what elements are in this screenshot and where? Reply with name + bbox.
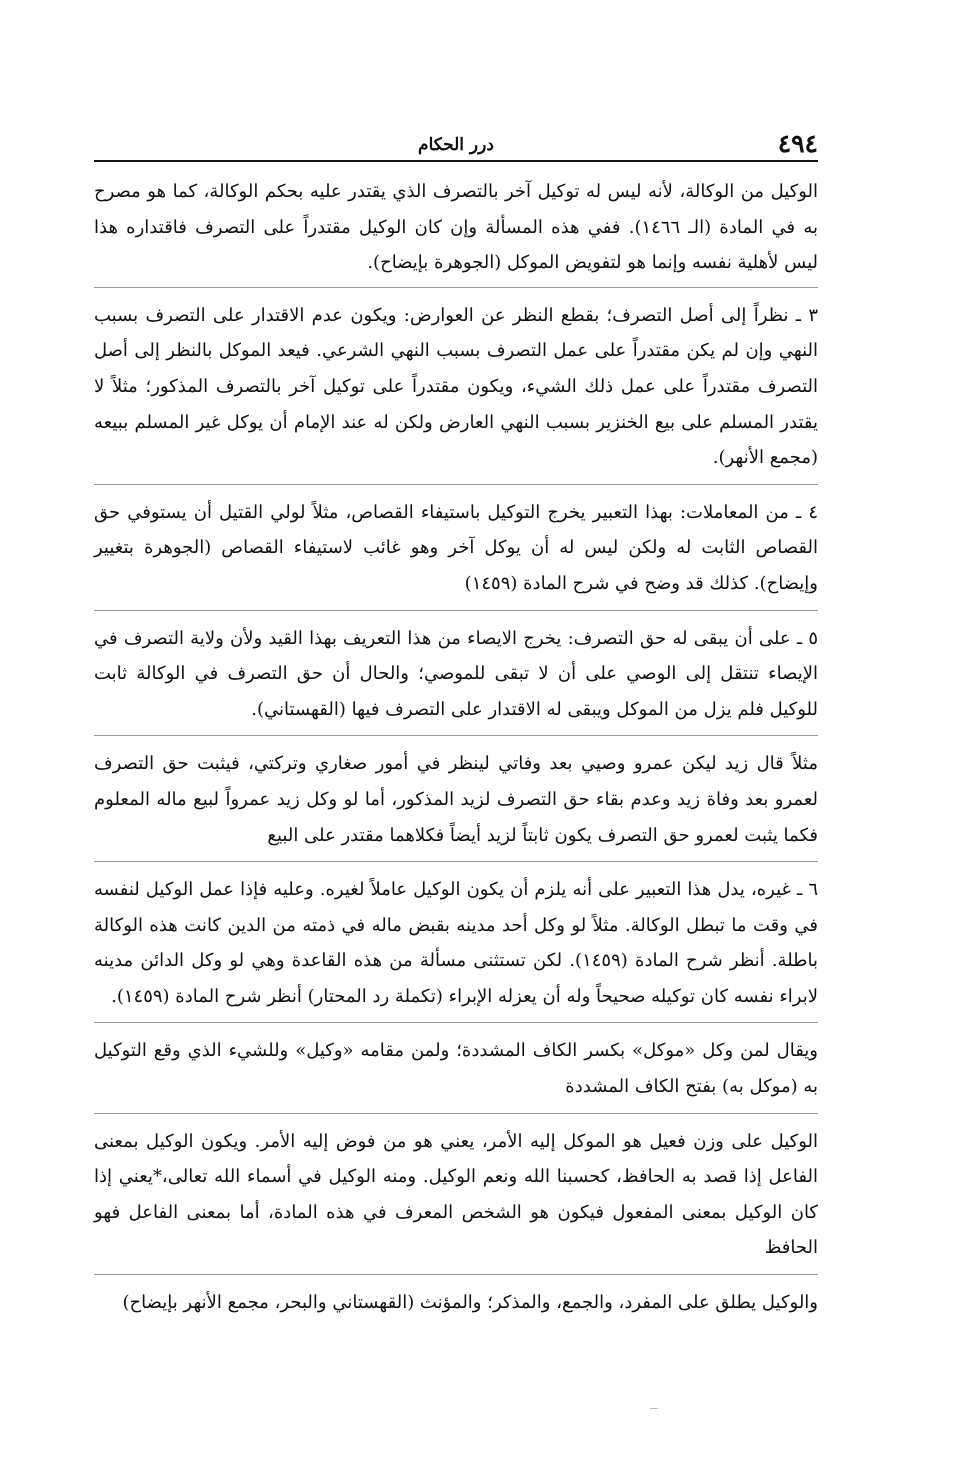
paragraph: ٣ ـ نظراً إلى أصل التصرف؛ بقطع النظر عن العوارض: ويكون عدم الاقتدار على التصرف بسبب النهي وإن لم يكن مقتدراً على عمل التصرف بسبب النهي الشرعي. فيعد الموكل بالنظر إلى أصل التصرف مقتدراً على عمل ذلك الشيء، ويكون مقتدراً على توكيل آخر بالتصرف المذكور؛ مثلاً لا يقتدر المسلم على بيع الخنزير بسبب النهي العارض ولكن له عند الإمام أن يوكل غير المسلم ببيعه (مجمع الأنهر). [94, 298, 818, 485]
page-header [94, 130, 818, 162]
book-title: درر الحكام [418, 135, 494, 155]
scan-mark [650, 1408, 658, 1409]
paragraph: مثلاً قال زيد ليكن عمرو وصيي بعد وفاتي لينظر في أمور صغاري وتركتي، فيثبت حق التصرف لعمرو بعد وفاة زيد وعدم بقاء حق التصرف لزيد المذكور، أما لو وكل زيد عمرواً لبيع ماله المعلوم فكما يثبت لعمرو حق التصرف يكون ثابتاً لزيد أيضاً فكلاهما مقتدر على البيع [94, 746, 818, 862]
paragraph: الوكيل من الوكالة، لأنه ليس له توكيل آخر بالتصرف الذي يقتدر عليه بحكم الوكالة، كما هو مصرح به في المادة (الـ ١٤٦٦). ففي هذه المسألة وإن كان الوكيل مقتدراً على التصرف فاقتداره هذا ليس لأهلية نفسه وإنما هو لتفويض الموكل (الجوهرة بإيضاح). [94, 174, 818, 288]
paragraph: ٥ ـ على أن يبقى له حق التصرف: يخرج الايصاء من هذا التعريف بهذا القيد ولأن ولاية التصرف في الإيصاء تنتقل إلى الوصي على أن لا تبقى للموصي؛ والحال أن حق التصرف في الوكالة ثابت للوكيل فلم يزل من الموكل ويبقى له الاقتدار على التصرف فيها (القهستاني). [94, 621, 818, 737]
document-page [94, 130, 818, 1339]
page-number: ٤٩٤ [777, 129, 818, 158]
paragraph: والوكيل يطلق على المفرد، والجمع، والمذكر؛ والمؤنث (القهستاني والبحر، مجمع الأنهر بإيضاح) [122, 1292, 818, 1314]
body-text [94, 174, 818, 1329]
paragraph: ٤ ـ من المعاملات: بهذا التعبير يخرج التوكيل باستيفاء القصاص، مثلاً لولي القتيل أن يستوفي حق القصاص الثابت له ولكن ليس له أن يوكل آخر وهو غائب لاستيفاء القصاص (الجوهرة بتغيير وإيضاح). كذلك قد وضح في شرح المادة (١٤٥٩) [94, 495, 818, 611]
paragraph: الوكيل على وزن فعيل هو الموكل إليه الأمر، يعني هو من فوض إليه الأمر. ويكون الوكيل بمعنى الفاعل إذا قصد به الحافظ، كحسبنا الله ونعم الوكيل. ومنه الوكيل في أسماء الله تعالى،*يعني إذا كان الوكيل بمعنى المفعول فيكون هو الشخص المعرف في هذه المادة، أما بمعنى الفاعل فهو الحافظ [94, 1124, 818, 1275]
paragraph: ٦ ـ غيره، يدل هذا التعبير على أنه يلزم أن يكون الوكيل عاملاً لغيره. وعليه فإذا عمل الوكيل لنفسه في وقت ما تبطل الوكالة. مثلاً لو وكل أحد مدينه بقبض ماله في ذمته من الدين كانت هذه الوكالة باطلة. أنظر شرح المادة (١٤٥٩). لكن تستثنى مسألة من هذه القاعدة وهي لو وكل الدائن مدينه لابراء نفسه كان توكيله صحيحاً وله أن يعزله الإبراء (تكملة رد المحتار) أنظر شرح المادة (١٤٥٩). [94, 872, 818, 1023]
paragraph: ويقال لمن وكل «موكل» بكسر الكاف المشددة؛ ولمن مقامه «وكيل» وللشيء الذي وقع التوكيل به (موكل به) بفتح الكاف المشددة [94, 1033, 818, 1113]
